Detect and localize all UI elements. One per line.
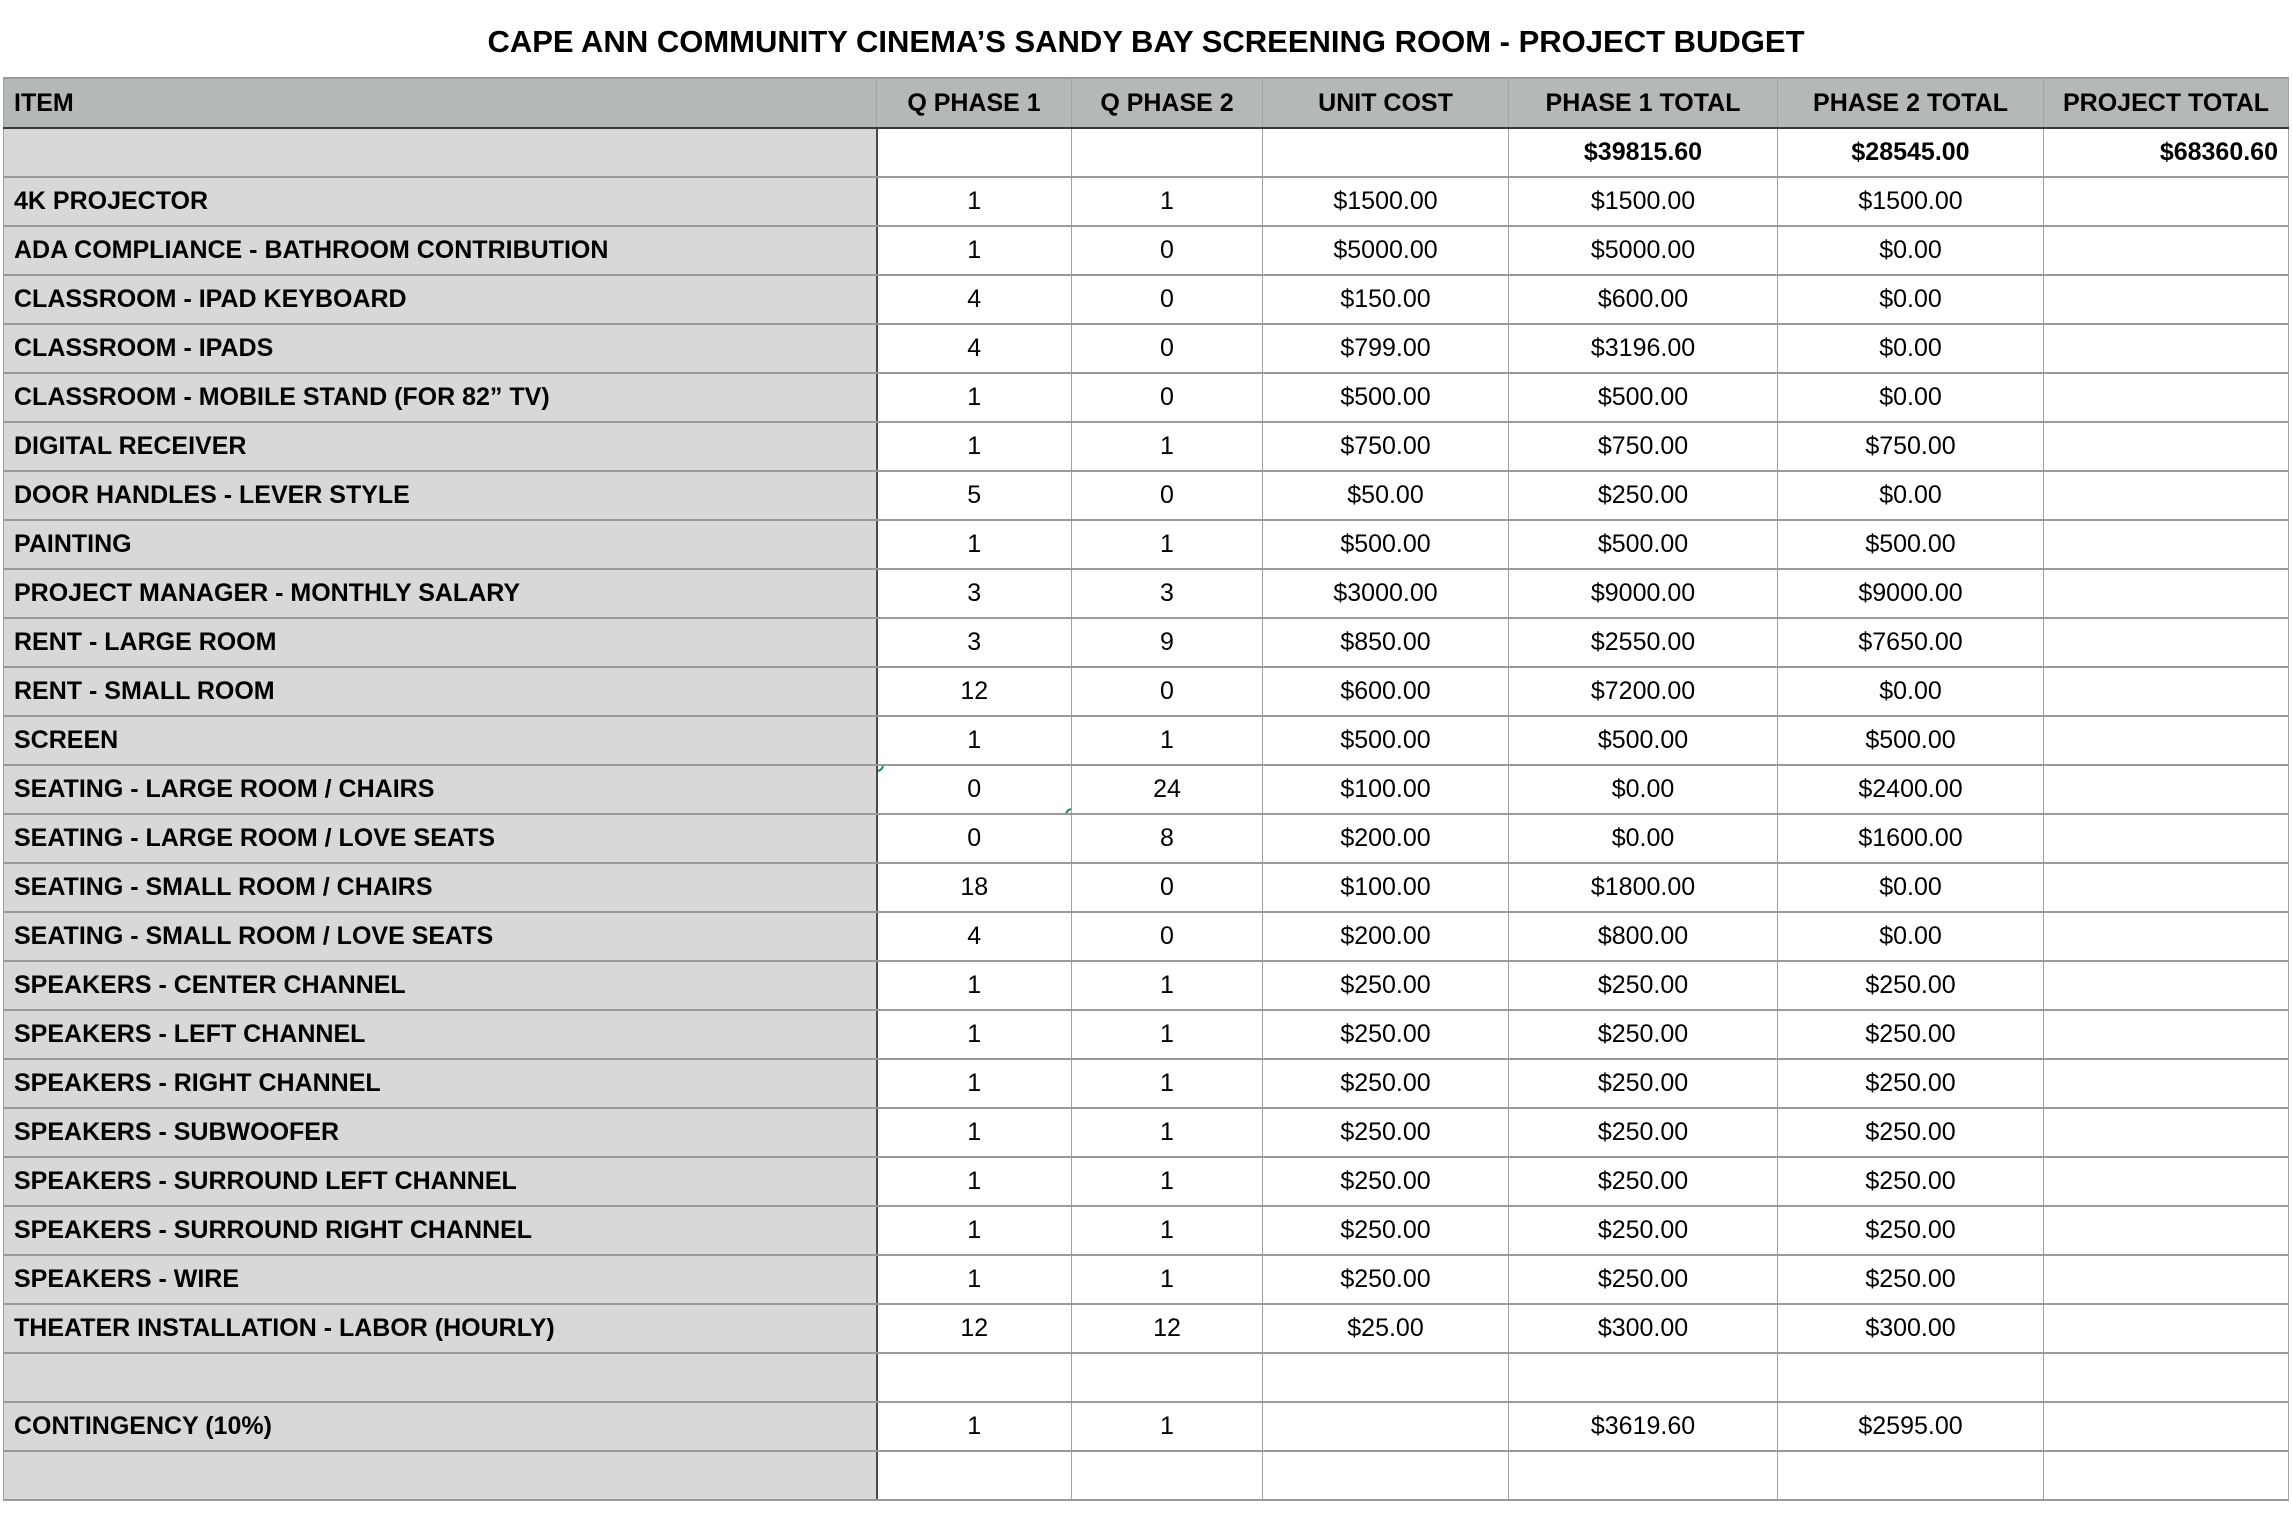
table-row bbox=[4, 324, 2289, 373]
table-row bbox=[4, 422, 2289, 471]
cell-q-phase-2[interactable]: 1 bbox=[1072, 1010, 1263, 1059]
cell-q-phase-2[interactable]: 0 bbox=[1072, 324, 1263, 373]
cell-item[interactable]: CONTINGENCY (10%) bbox=[4, 1402, 877, 1451]
cell-q-phase-2[interactable]: 0 bbox=[1072, 226, 1263, 275]
cell-project-total[interactable] bbox=[2044, 1402, 2289, 1451]
cell-unit-cost[interactable]: $600.00 bbox=[1263, 667, 1509, 716]
cell-unit-cost[interactable]: $150.00 bbox=[1263, 275, 1509, 324]
cell-item[interactable]: SPEAKERS - SURROUND RIGHT CHANNEL bbox=[4, 1206, 877, 1255]
cell-phase-2-total[interactable]: $2400.00 bbox=[1778, 765, 2044, 814]
table-row bbox=[4, 961, 2289, 1010]
cell-unit-cost[interactable]: $250.00 bbox=[1263, 1206, 1509, 1255]
column-header-phase-2-total[interactable]: PHASE 2 TOTAL bbox=[1778, 78, 2044, 128]
selection-handle-bottom-right[interactable] bbox=[1065, 808, 1072, 814]
cell-unit-cost[interactable]: $500.00 bbox=[1263, 716, 1509, 765]
table-row bbox=[4, 1451, 2289, 1500]
cell-item[interactable]: CLASSROOM - MOBILE STAND (FOR 82” TV) bbox=[4, 373, 877, 422]
cell-phase-1-total[interactable]: $250.00 bbox=[1509, 1059, 1778, 1108]
cell-q-phase-2[interactable]: 1 bbox=[1072, 1059, 1263, 1108]
cell-project-total[interactable] bbox=[2044, 520, 2289, 569]
cell-project-total[interactable] bbox=[2044, 765, 2289, 814]
cell-phase-2-total[interactable]: $250.00 bbox=[1778, 1255, 2044, 1304]
cell-phase-2-total[interactable]: $7650.00 bbox=[1778, 618, 2044, 667]
cell-phase-1-total[interactable]: $300.00 bbox=[1509, 1304, 1778, 1353]
cell-q-phase-1[interactable]: 1 bbox=[877, 1059, 1072, 1108]
cell-q-phase-2[interactable]: 0 bbox=[1072, 471, 1263, 520]
table-row bbox=[4, 471, 2289, 520]
cell-phase-2-total[interactable] bbox=[1778, 1353, 2044, 1402]
cell-q-phase-1[interactable]: 3 bbox=[877, 569, 1072, 618]
column-header-unit-cost[interactable]: UNIT COST bbox=[1263, 78, 1509, 128]
table-row bbox=[4, 1157, 2289, 1206]
cell-phase-1-total[interactable]: $1800.00 bbox=[1509, 863, 1778, 912]
cell-phase-2-total[interactable]: $0.00 bbox=[1778, 863, 2044, 912]
table-row bbox=[4, 177, 2289, 226]
cell-phase-2-total[interactable]: $250.00 bbox=[1778, 1206, 2044, 1255]
cell-q-phase-1[interactable]: 1 bbox=[877, 1255, 1072, 1304]
cell-phase-1-total[interactable]: $250.00 bbox=[1509, 471, 1778, 520]
cell-item[interactable]: PAINTING bbox=[4, 520, 877, 569]
cell-unit-cost[interactable]: $100.00 bbox=[1263, 863, 1509, 912]
cell-project-total[interactable] bbox=[2044, 177, 2289, 226]
cell-q-phase-2[interactable]: 24 bbox=[1072, 765, 1263, 814]
cell-unit-cost[interactable]: $5000.00 bbox=[1263, 226, 1509, 275]
cell-phase-2-total[interactable]: $0.00 bbox=[1778, 275, 2044, 324]
cell-unit-cost[interactable]: $500.00 bbox=[1263, 373, 1509, 422]
cell-phase-1-total[interactable]: $750.00 bbox=[1509, 422, 1778, 471]
selected-cell[interactable]: 0 bbox=[877, 765, 1072, 814]
cell-phase-2-total[interactable]: $300.00 bbox=[1778, 1304, 2044, 1353]
cell-item[interactable]: SPEAKERS - RIGHT CHANNEL bbox=[4, 1059, 877, 1108]
cell-phase-1-total[interactable]: $600.00 bbox=[1509, 275, 1778, 324]
table-row bbox=[4, 716, 2289, 765]
cell-q-phase-2[interactable]: 0 bbox=[1072, 912, 1263, 961]
table-row bbox=[4, 373, 2289, 422]
table-row bbox=[4, 1059, 2289, 1108]
cell-item[interactable]: CLASSROOM - IPADS bbox=[4, 324, 877, 373]
cell-unit-cost[interactable]: $250.00 bbox=[1263, 1255, 1509, 1304]
cell-q-phase-1[interactable]: 4 bbox=[877, 275, 1072, 324]
cell-phase-1-total[interactable]: $7200.00 bbox=[1509, 667, 1778, 716]
cell-q-phase-1[interactable] bbox=[877, 128, 1072, 177]
cell-unit-cost[interactable]: $250.00 bbox=[1263, 1059, 1509, 1108]
cell-q-phase-1[interactable]: 1 bbox=[877, 422, 1072, 471]
cell-unit-cost[interactable]: $200.00 bbox=[1263, 912, 1509, 961]
cell-project-total[interactable] bbox=[2044, 912, 2289, 961]
selection-handle-top-left[interactable] bbox=[877, 765, 884, 772]
cell-project-total[interactable] bbox=[2044, 961, 2289, 1010]
cell-phase-2-total[interactable]: $0.00 bbox=[1778, 324, 2044, 373]
table-row bbox=[4, 667, 2289, 716]
table-row bbox=[4, 226, 2289, 275]
cell-project-total[interactable] bbox=[2044, 1255, 2289, 1304]
cell-unit-cost[interactable]: $250.00 bbox=[1263, 1108, 1509, 1157]
cell-item[interactable]: PROJECT MANAGER - MONTHLY SALARY bbox=[4, 569, 877, 618]
cell-item[interactable]: DIGITAL RECEIVER bbox=[4, 422, 877, 471]
cell-item[interactable]: SPEAKERS - SURROUND LEFT CHANNEL bbox=[4, 1157, 877, 1206]
cell-item[interactable]: RENT - SMALL ROOM bbox=[4, 667, 877, 716]
table-row bbox=[4, 1353, 2289, 1402]
cell-unit-cost[interactable]: $250.00 bbox=[1263, 961, 1509, 1010]
table-row bbox=[4, 1206, 2289, 1255]
cell-phase-2-total[interactable]: $250.00 bbox=[1778, 1157, 2044, 1206]
cell-q-phase-2[interactable]: 1 bbox=[1072, 422, 1263, 471]
cell-project-total[interactable] bbox=[2044, 667, 2289, 716]
cell-phase-1-total[interactable]: $3196.00 bbox=[1509, 324, 1778, 373]
cell-phase-2-total[interactable]: $250.00 bbox=[1778, 1108, 2044, 1157]
cell-item[interactable] bbox=[4, 1451, 877, 1500]
cell-item[interactable]: SEATING - SMALL ROOM / CHAIRS bbox=[4, 863, 877, 912]
cell-phase-2-grand-total[interactable]: $28545.00 bbox=[1778, 128, 2044, 177]
column-header-q-phase-2[interactable]: Q PHASE 2 bbox=[1072, 78, 1263, 128]
cell-unit-cost[interactable]: $1500.00 bbox=[1263, 177, 1509, 226]
cell-phase-2-total[interactable]: $500.00 bbox=[1778, 520, 2044, 569]
cell-phase-1-grand-total[interactable]: $39815.60 bbox=[1509, 128, 1778, 177]
cell-selection-outline bbox=[877, 765, 1072, 814]
cell-q-phase-2[interactable]: 3 bbox=[1072, 569, 1263, 618]
cell-q-phase-2[interactable]: 9 bbox=[1072, 618, 1263, 667]
cell-phase-2-total[interactable]: $1600.00 bbox=[1778, 814, 2044, 863]
cell-q-phase-2[interactable]: 1 bbox=[1072, 1402, 1263, 1451]
cell-q-phase-1[interactable]: 1 bbox=[877, 1402, 1072, 1451]
cell-q-phase-2[interactable]: 1 bbox=[1072, 961, 1263, 1010]
table-row bbox=[4, 569, 2289, 618]
cell-q-phase-1[interactable]: 1 bbox=[877, 1206, 1072, 1255]
cell-item[interactable]: SEATING - LARGE ROOM / CHAIRS bbox=[4, 765, 877, 814]
cell-q-phase-2[interactable]: 0 bbox=[1072, 667, 1263, 716]
cell-phase-1-total[interactable]: $500.00 bbox=[1509, 716, 1778, 765]
cell-item[interactable]: SPEAKERS - CENTER CHANNEL bbox=[4, 961, 877, 1010]
cell-phase-1-total[interactable]: $250.00 bbox=[1509, 1010, 1778, 1059]
cell-phase-2-total[interactable]: $0.00 bbox=[1778, 471, 2044, 520]
cell-unit-cost[interactable] bbox=[1263, 1353, 1509, 1402]
cell-q-phase-1[interactable]: 1 bbox=[877, 716, 1072, 765]
cell-phase-1-total[interactable]: $500.00 bbox=[1509, 520, 1778, 569]
cell-project-total[interactable] bbox=[2044, 814, 2289, 863]
cell-unit-cost[interactable]: $500.00 bbox=[1263, 520, 1509, 569]
cell-item[interactable]: RENT - LARGE ROOM bbox=[4, 618, 877, 667]
cell-q-phase-1[interactable]: 0 bbox=[877, 814, 1072, 863]
cell-phase-2-total[interactable]: $2595.00 bbox=[1778, 1402, 2044, 1451]
totals-row bbox=[4, 128, 2289, 177]
table-row bbox=[4, 618, 2289, 667]
cell-q-phase-1[interactable]: 1 bbox=[877, 1108, 1072, 1157]
cell-project-grand-total[interactable]: $68360.60 bbox=[2044, 128, 2289, 177]
cell-project-total[interactable] bbox=[2044, 1206, 2289, 1255]
cell-phase-1-total[interactable]: $500.00 bbox=[1509, 373, 1778, 422]
cell-project-total[interactable] bbox=[2044, 1010, 2289, 1059]
cell-phase-2-total[interactable]: $0.00 bbox=[1778, 667, 2044, 716]
cell-unit-cost[interactable]: $25.00 bbox=[1263, 1304, 1509, 1353]
cell-unit-cost[interactable]: $50.00 bbox=[1263, 471, 1509, 520]
cell-phase-2-total[interactable]: $0.00 bbox=[1778, 912, 2044, 961]
cell-q-phase-2[interactable] bbox=[1072, 128, 1263, 177]
cell-phase-1-total[interactable]: $0.00 bbox=[1509, 814, 1778, 863]
table-row bbox=[4, 1402, 2289, 1451]
column-header-q-phase-1[interactable]: Q PHASE 1 bbox=[877, 78, 1072, 128]
cell-item[interactable]: DOOR HANDLES - LEVER STYLE bbox=[4, 471, 877, 520]
cell-phase-1-total[interactable]: $250.00 bbox=[1509, 1108, 1778, 1157]
cell-q-phase-1[interactable]: 1 bbox=[877, 1157, 1072, 1206]
cell-q-phase-1[interactable]: 4 bbox=[877, 912, 1072, 961]
cell-q-phase-2[interactable]: 1 bbox=[1072, 177, 1263, 226]
header-row bbox=[4, 78, 2289, 128]
cell-item[interactable] bbox=[4, 128, 877, 177]
budget-table bbox=[3, 77, 2289, 1501]
cell-phase-2-total[interactable]: $250.00 bbox=[1778, 961, 2044, 1010]
cell-phase-2-total[interactable]: $0.00 bbox=[1778, 226, 2044, 275]
cell-phase-1-total[interactable]: $1500.00 bbox=[1509, 177, 1778, 226]
cell-item[interactable]: SEATING - SMALL ROOM / LOVE SEATS bbox=[4, 912, 877, 961]
cell-phase-1-total[interactable]: $250.00 bbox=[1509, 1206, 1778, 1255]
cell-phase-1-total[interactable] bbox=[1509, 1451, 1778, 1500]
cell-project-total[interactable] bbox=[2044, 863, 2289, 912]
cell-phase-2-total[interactable] bbox=[1778, 1451, 2044, 1500]
cell-item[interactable] bbox=[4, 1353, 877, 1402]
cell-q-phase-1[interactable]: 1 bbox=[877, 1010, 1072, 1059]
cell-phase-1-total[interactable]: $9000.00 bbox=[1509, 569, 1778, 618]
cell-q-phase-1[interactable] bbox=[877, 1451, 1072, 1500]
cell-q-phase-2[interactable]: 8 bbox=[1072, 814, 1263, 863]
cell-phase-1-total[interactable]: $250.00 bbox=[1509, 961, 1778, 1010]
cell-q-phase-1[interactable]: 3 bbox=[877, 618, 1072, 667]
cell-q-phase-2[interactable]: 1 bbox=[1072, 1157, 1263, 1206]
cell-q-phase-2[interactable]: 0 bbox=[1072, 863, 1263, 912]
cell-item[interactable]: THEATER INSTALLATION - LABOR (HOURLY) bbox=[4, 1304, 877, 1353]
cell-unit-cost[interactable]: $100.00 bbox=[1263, 765, 1509, 814]
table-row bbox=[4, 1108, 2289, 1157]
cell-q-phase-2[interactable]: 0 bbox=[1072, 275, 1263, 324]
table-row bbox=[4, 765, 2289, 814]
cell-q-phase-1[interactable]: 12 bbox=[877, 667, 1072, 716]
sheet-title: CAPE ANN COMMUNITY CINEMA’S SANDY BAY SCREENING ROOM - PROJECT BUDGET bbox=[487, 24, 1805, 59]
column-header-item[interactable]: ITEM bbox=[4, 78, 877, 128]
cell-unit-cost[interactable]: $3000.00 bbox=[1263, 569, 1509, 618]
table-row bbox=[4, 814, 2289, 863]
cell-item[interactable]: SEATING - LARGE ROOM / LOVE SEATS bbox=[4, 814, 877, 863]
cell-project-total[interactable] bbox=[2044, 1353, 2289, 1402]
cell-q-phase-1[interactable]: 4 bbox=[877, 324, 1072, 373]
cell-q-phase-2[interactable]: 1 bbox=[1072, 520, 1263, 569]
cell-phase-1-total[interactable]: $2550.00 bbox=[1509, 618, 1778, 667]
cell-item[interactable]: SPEAKERS - LEFT CHANNEL bbox=[4, 1010, 877, 1059]
cell-unit-cost[interactable]: $250.00 bbox=[1263, 1157, 1509, 1206]
cell-project-total[interactable] bbox=[2044, 471, 2289, 520]
cell-phase-2-total[interactable]: $0.00 bbox=[1778, 373, 2044, 422]
cell-phase-1-total[interactable]: $250.00 bbox=[1509, 1157, 1778, 1206]
table-row bbox=[4, 1010, 2289, 1059]
cell-q-phase-2[interactable]: 1 bbox=[1072, 1255, 1263, 1304]
cell-phase-1-total[interactable]: $250.00 bbox=[1509, 1255, 1778, 1304]
cell-q-phase-1[interactable]: 5 bbox=[877, 471, 1072, 520]
cell-item[interactable]: SPEAKERS - WIRE bbox=[4, 1255, 877, 1304]
cell-project-total[interactable] bbox=[2044, 1157, 2289, 1206]
column-header-phase-1-total[interactable]: PHASE 1 TOTAL bbox=[1509, 78, 1778, 128]
column-header-project-total[interactable]: PROJECT TOTAL bbox=[2044, 78, 2289, 128]
cell-unit-cost[interactable]: $750.00 bbox=[1263, 422, 1509, 471]
cell-q-phase-2[interactable] bbox=[1072, 1451, 1263, 1500]
cell-project-total[interactable] bbox=[2044, 1108, 2289, 1157]
cell-q-phase-1[interactable]: 1 bbox=[877, 177, 1072, 226]
cell-project-total[interactable] bbox=[2044, 275, 2289, 324]
cell-q-phase-1[interactable]: 1 bbox=[877, 520, 1072, 569]
cell-phase-1-total[interactable] bbox=[1509, 1353, 1778, 1402]
cell-project-total[interactable] bbox=[2044, 569, 2289, 618]
cell-project-total[interactable] bbox=[2044, 324, 2289, 373]
cell-q-phase-2[interactable]: 1 bbox=[1072, 1108, 1263, 1157]
cell-q-phase-2[interactable]: 1 bbox=[1072, 1206, 1263, 1255]
cell-unit-cost[interactable]: $250.00 bbox=[1263, 1010, 1509, 1059]
cell-q-phase-2[interactable]: 0 bbox=[1072, 373, 1263, 422]
cell-project-total[interactable] bbox=[2044, 1451, 2289, 1500]
table-row bbox=[4, 275, 2289, 324]
cell-unit-cost[interactable] bbox=[1263, 1451, 1509, 1500]
table-row bbox=[4, 1255, 2289, 1304]
table-row bbox=[4, 1304, 2289, 1353]
table-row bbox=[4, 912, 2289, 961]
cell-q-phase-1[interactable]: 1 bbox=[877, 373, 1072, 422]
cell-project-total[interactable] bbox=[2044, 373, 2289, 422]
cell-q-phase-2[interactable]: 12 bbox=[1072, 1304, 1263, 1353]
cell-unit-cost[interactable]: $200.00 bbox=[1263, 814, 1509, 863]
cell-phase-2-total[interactable]: $500.00 bbox=[1778, 716, 2044, 765]
cell-q-phase-1[interactable] bbox=[877, 1353, 1072, 1402]
cell-q-phase-1[interactable]: 1 bbox=[877, 961, 1072, 1010]
cell-item[interactable]: SCREEN bbox=[4, 716, 877, 765]
table-row bbox=[4, 863, 2289, 912]
cell-project-total[interactable] bbox=[2044, 716, 2289, 765]
cell-item[interactable]: CLASSROOM - IPAD KEYBOARD bbox=[4, 275, 877, 324]
cell-phase-1-total[interactable]: $3619.60 bbox=[1509, 1402, 1778, 1451]
cell-q-phase-1[interactable]: 12 bbox=[877, 1304, 1072, 1353]
cell-unit-cost[interactable] bbox=[1263, 1402, 1509, 1451]
cell-project-total[interactable] bbox=[2044, 1059, 2289, 1108]
cell-unit-cost[interactable]: $799.00 bbox=[1263, 324, 1509, 373]
cell-item[interactable]: ADA COMPLIANCE - BATHROOM CONTRIBUTION bbox=[4, 226, 877, 275]
cell-project-total[interactable] bbox=[2044, 422, 2289, 471]
cell-phase-1-total[interactable]: $800.00 bbox=[1509, 912, 1778, 961]
cell-phase-2-total[interactable]: $750.00 bbox=[1778, 422, 2044, 471]
cell-item[interactable]: SPEAKERS - SUBWOOFER bbox=[4, 1108, 877, 1157]
table-row bbox=[4, 520, 2289, 569]
cell-phase-2-total[interactable]: $1500.00 bbox=[1778, 177, 2044, 226]
cell-unit-cost[interactable] bbox=[1263, 128, 1509, 177]
cell-phase-2-total[interactable]: $9000.00 bbox=[1778, 569, 2044, 618]
cell-q-phase-1[interactable]: 1 bbox=[877, 226, 1072, 275]
cell-project-total[interactable] bbox=[2044, 1304, 2289, 1353]
cell-project-total[interactable] bbox=[2044, 226, 2289, 275]
cell-item[interactable]: 4K PROJECTOR bbox=[4, 177, 877, 226]
cell-q-phase-2[interactable]: 1 bbox=[1072, 716, 1263, 765]
cell-unit-cost[interactable]: $850.00 bbox=[1263, 618, 1509, 667]
cell-project-total[interactable] bbox=[2044, 618, 2289, 667]
cell-phase-2-total[interactable]: $250.00 bbox=[1778, 1010, 2044, 1059]
cell-q-phase-1[interactable]: 18 bbox=[877, 863, 1072, 912]
cell-phase-1-total[interactable]: $0.00 bbox=[1509, 765, 1778, 814]
cell-q-phase-2[interactable] bbox=[1072, 1353, 1263, 1402]
cell-phase-1-total[interactable]: $5000.00 bbox=[1509, 226, 1778, 275]
cell-phase-2-total[interactable]: $250.00 bbox=[1778, 1059, 2044, 1108]
